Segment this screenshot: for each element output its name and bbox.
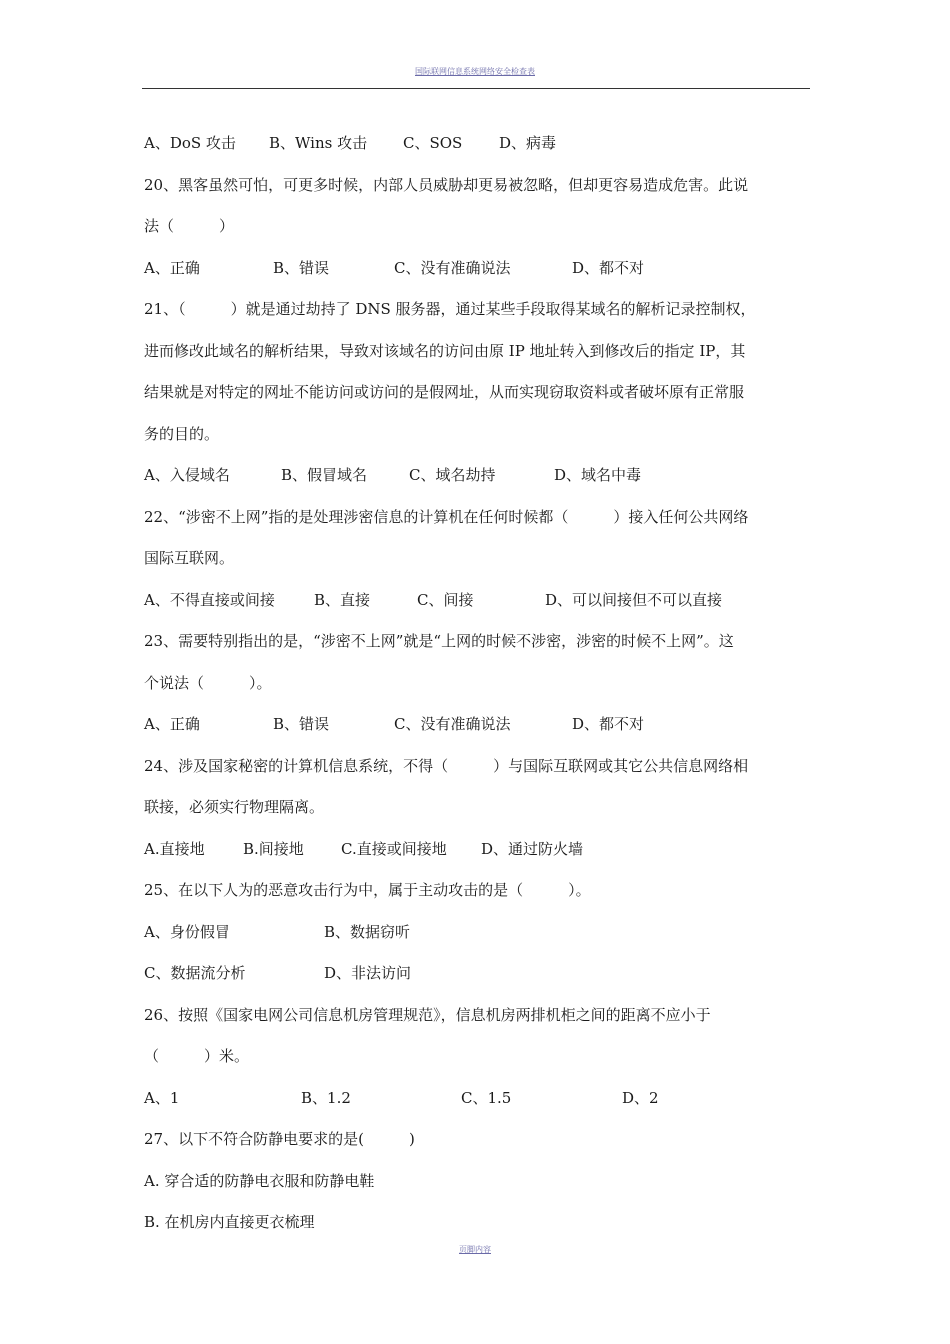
q19-options bbox=[144, 123, 810, 165]
option-d: D、非法访问 bbox=[324, 964, 412, 982]
option-a: A、身份假冒 bbox=[144, 922, 230, 941]
option-a: A、正确 bbox=[144, 258, 200, 277]
option-d: D、可以间接但不可以直接 bbox=[545, 590, 723, 609]
q20-options bbox=[144, 248, 810, 290]
q27-text-line1: 27、以下不符合防静电要求的是( ) bbox=[144, 1130, 415, 1148]
option-b: B、错误 bbox=[273, 715, 330, 733]
q21-text-line4: 务的目的。 bbox=[144, 424, 220, 443]
option-b: B、直接 bbox=[314, 590, 371, 609]
q27-option-a: A. 穿合适的防静电衣服和防静电鞋 bbox=[144, 1171, 375, 1190]
q20-text-line2: 法（ ） bbox=[144, 217, 235, 235]
option-c: C、没有准确说法 bbox=[394, 258, 511, 277]
option-c: C、1.5 bbox=[461, 1088, 512, 1107]
option-c: C、间接 bbox=[417, 590, 474, 609]
q23-options bbox=[144, 704, 810, 746]
option-c: C.直接或间接地 bbox=[341, 839, 447, 858]
option-d: D、病毒 bbox=[499, 134, 557, 152]
q24-options bbox=[144, 829, 810, 871]
option-a: A、DoS 攻击 bbox=[144, 134, 236, 152]
option-b: B、数据窃听 bbox=[324, 922, 411, 941]
option-b: B、假冒域名 bbox=[281, 466, 368, 484]
option-b: B、错误 bbox=[273, 258, 330, 277]
q25-options-row2 bbox=[144, 953, 810, 995]
q25-text-line1: 25、在以下人为的恶意攻击行为中，属于主动攻击的是（ ）。 bbox=[144, 881, 591, 899]
page-footer: 页脚内容 bbox=[459, 1245, 491, 1254]
option-a: A、不得直接或间接 bbox=[144, 590, 275, 609]
option-c: C、域名劫持 bbox=[409, 466, 496, 484]
q23-text-line2: 个说法（ ）。 bbox=[144, 673, 272, 692]
q22-text-line2: 国际互联网。 bbox=[144, 549, 235, 567]
option-d: D、2 bbox=[622, 1088, 659, 1107]
page-header: 国际联网信息系统网络安全检查表 bbox=[415, 67, 535, 76]
option-d: D、都不对 bbox=[572, 715, 645, 733]
option-a: A、正确 bbox=[144, 715, 200, 733]
q22-options bbox=[144, 580, 810, 622]
option-b: B、Wins 攻击 bbox=[269, 134, 368, 152]
q20-text-line1: 20、黑客虽然可怕，可更多时候，内部人员威胁却更易被忽略，但却更容易造成危害。此说 bbox=[144, 175, 749, 194]
option-d: D、都不对 bbox=[572, 258, 645, 277]
q26-text-line2: （ ）米。 bbox=[144, 1047, 250, 1065]
option-c: C、没有准确说法 bbox=[394, 715, 511, 733]
option-a: A、入侵域名 bbox=[144, 466, 230, 484]
q25-options-row1 bbox=[144, 912, 810, 954]
q22-text-line1: 22、“涉密不上网”指的是处理涉密信息的计算机在任何时候都（ ）接入任何公共网络 bbox=[144, 507, 749, 526]
q26-text-line1: 26、按照《国家电网公司信息机房管理规范》，信息机房两排机柜之间的距离不应小于 bbox=[144, 1005, 711, 1024]
q23-text-line1: 23、需要特别指出的是，“涉密不上网”就是“上网的时候不涉密，涉密的时候不上网”。这 bbox=[144, 632, 734, 650]
q26-options bbox=[144, 1078, 810, 1120]
q27-option-b: B. 在机房内直接更衣梳理 bbox=[144, 1213, 315, 1231]
option-a: A.直接地 bbox=[144, 839, 205, 858]
header-rule bbox=[142, 88, 810, 89]
question-content bbox=[144, 123, 810, 1244]
q21-options bbox=[144, 455, 810, 497]
option-d: D、通过防火墙 bbox=[481, 839, 584, 858]
option-b: B、1.2 bbox=[301, 1088, 351, 1107]
option-b: B.间接地 bbox=[243, 839, 304, 858]
q21-text-line1: 21、（ ）就是通过劫持了 DNS 服务器，通过某些手段取得某域名的解析记录控制权， bbox=[144, 300, 756, 318]
q21-text-line3: 结果就是对特定的网址不能访问或访问的是假网址，从而实现窃取资料或者破坏原有正常服 bbox=[144, 383, 745, 401]
option-a: A、1 bbox=[144, 1088, 180, 1107]
q24-text-line2: 联接，必须实行物理隔离。 bbox=[144, 798, 325, 816]
q24-text-line1: 24、涉及国家秘密的计算机信息系统，不得（ ）与国际互联网或其它公共信息网络相 bbox=[144, 756, 749, 775]
option-c: C、数据流分析 bbox=[144, 964, 246, 982]
q21-text-line2: 进而修改此域名的解析结果，导致对该域名的访问由原 IP 地址转入到修改后的指定 IP，其 bbox=[144, 341, 746, 360]
option-c: C、SOS bbox=[403, 134, 463, 152]
option-d: D、域名中毒 bbox=[554, 466, 642, 484]
